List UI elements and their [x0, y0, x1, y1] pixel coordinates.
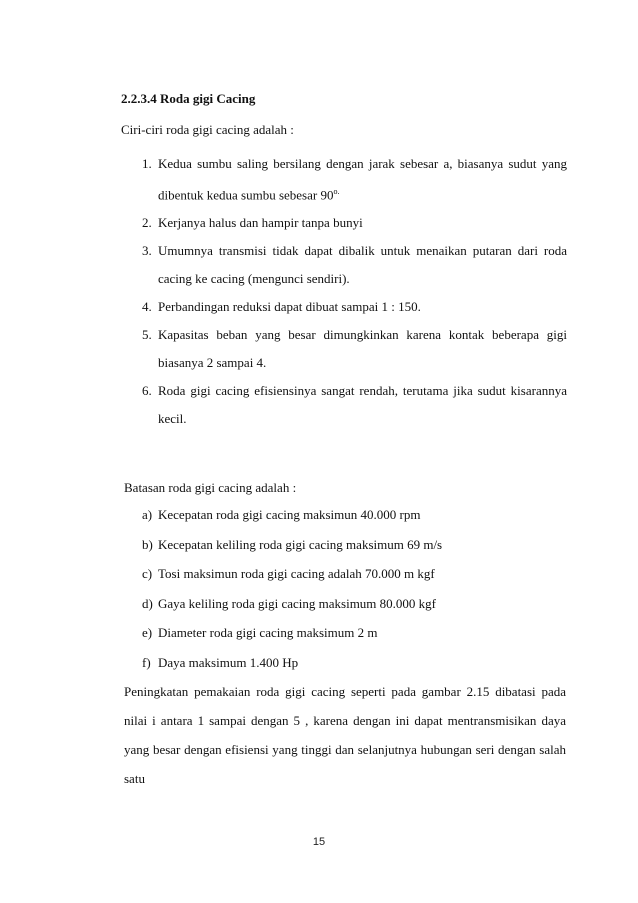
list-marker: 1. — [142, 156, 152, 171]
list-item — [142, 589, 442, 619]
list-marker: 4. — [142, 299, 152, 315]
list-item — [142, 618, 442, 648]
list-item-text: Kapasitas beban yang besar dimungkinkan karena kontak beberapa gigi biasanya 2 sampai 4. — [158, 327, 567, 371]
list-marker: e) — [142, 625, 153, 640]
list-item — [121, 209, 567, 237]
list-item-text: Umumnya transmisi tidak dapat dibalik untuk menaikan putaran dari roda cacing ke cacing (mengunci sendiri). — [158, 243, 567, 287]
list-marker: d) — [142, 595, 153, 611]
list-marker: 2. — [142, 215, 152, 231]
limits-list — [142, 500, 442, 677]
list-item-text: Diameter roda gigi cacing maksimum 2 m — [158, 625, 378, 640]
list-item — [121, 237, 567, 293]
degree-superscript: o. — [333, 187, 340, 196]
list-item — [121, 150, 567, 209]
body-paragraph: Peningkatan pemakaian roda gigi cacing seperti pada gambar 2.15 dibatasi pada nilai i antara 1 sampai dengan 5 , karena dengan ini dapat mentransmisikan daya yang besar dengan efisiensi yang tinggi dan selanjutnya hubungan seri dengan salah satu — [124, 684, 566, 786]
list-item-text: Gaya keliling roda gigi cacing maksimum 80.000 kgf — [158, 595, 436, 611]
list-item — [142, 559, 442, 589]
list-item — [121, 293, 567, 321]
list-marker: 6. — [142, 383, 152, 399]
list-item-text: Kecepatan keliling roda gigi cacing maksimum 69 m/s — [158, 536, 443, 552]
section-heading: 2.2.3.4 Roda gigi Cacing — [121, 91, 256, 106]
list-item-text: Tosi maksimun roda gigi cacing adalah 70.000 m kgf — [158, 566, 435, 581]
page-number: 15 — [312, 836, 326, 848]
list-item-text: Daya maksimum 1.400 Hp — [158, 654, 299, 670]
list-item-text: Kerjanya halus dan hampir tanpa bunyi — [158, 215, 363, 231]
list-item-text: Roda gigi cacing efisiensinya sangat rendah, terutama jika sudut kisarannya kecil. — [158, 383, 567, 427]
list-item — [142, 500, 442, 530]
list-marker: b) — [142, 536, 153, 552]
list-marker: 5. — [142, 327, 152, 343]
list-item — [121, 321, 567, 377]
list-item-text: Kecepatan roda gigi cacing maksimun 40.000 rpm — [158, 507, 421, 522]
list-item — [121, 377, 567, 433]
list-marker: f) — [142, 654, 151, 670]
features-intro: Ciri-ciri roda gigi cacing adalah : — [121, 122, 294, 137]
list-item-text: Perbandingan reduksi dapat dibuat sampai 1 : 150. — [158, 299, 421, 315]
features-list — [121, 150, 567, 433]
list-item-text: Kedua sumbu saling bersilang dengan jarak sebesar a, biasanya sudut yang dibentuk kedua sumbu sebesar 90 — [158, 156, 567, 203]
limits-intro: Batasan roda gigi cacing adalah : — [124, 480, 297, 495]
list-item — [142, 648, 442, 678]
list-item — [142, 530, 442, 560]
list-marker: c) — [142, 566, 153, 581]
list-marker: 3. — [142, 243, 152, 259]
list-marker: a) — [142, 507, 153, 522]
